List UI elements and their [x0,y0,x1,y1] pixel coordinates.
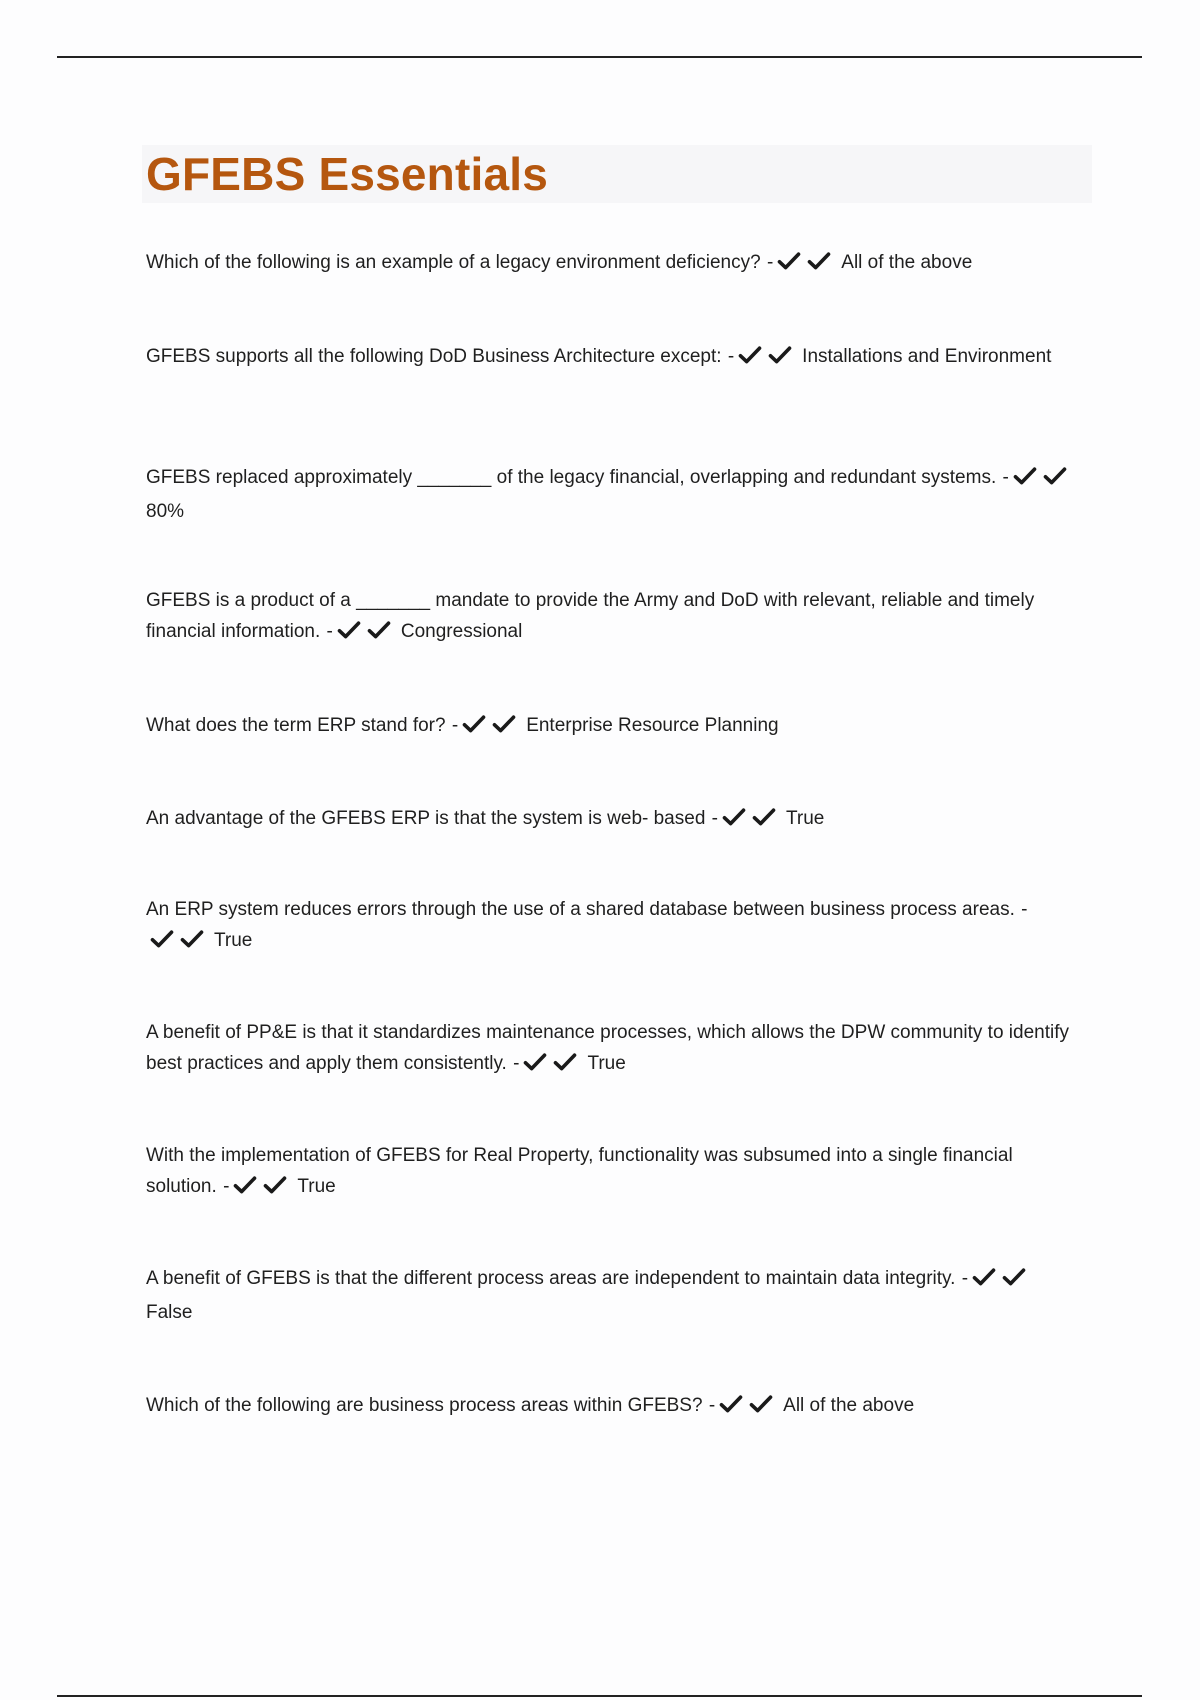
answer-separator: - [223,1176,230,1197]
answer-text: True [214,930,253,951]
check-icon [752,807,776,827]
answer-text: True [587,1053,626,1074]
qa-item [146,462,1081,527]
check-icon [722,807,746,827]
check-icon [777,251,801,271]
answer-text: True [297,1176,336,1197]
check-icon [1002,1267,1026,1287]
check-icon [150,929,174,949]
answer-text: All of the above [841,252,973,273]
check-icon [807,251,831,271]
question-text: A benefit of GFEBS is that the different process areas are independent to maintain data integrity. [146,1268,956,1289]
answer-text: Enterprise Resource Planning [526,715,779,736]
answer-separator: - [961,1268,969,1289]
answer-marker [719,1393,779,1424]
answer-marker [722,806,782,837]
answer-separator: - [708,1395,716,1416]
header-rule [57,56,1142,58]
answer-separator: - [727,346,735,367]
question-text: GFEBS replaced approximately _______ of the legacy financial, overlapping and redundant systems. [146,467,997,488]
qa-item [146,1263,1081,1328]
answer-marker [777,250,837,281]
answer-separator: - [326,621,333,642]
question-text: GFEBS supports all the following DoD Business Architecture except: [146,346,722,367]
question-text: A benefit of PP&E is that it standardizes maintenance processes, which allows the DPW community to identify best practices and apply them consistently. [146,1022,1069,1074]
answer-separator: - [1021,899,1028,920]
answer-text: Congressional [400,621,523,642]
qa-item [146,585,1081,650]
question-text: An advantage of the GFEBS ERP is that the system is web- based [146,808,706,829]
document-title: GFEBS Essentials [146,148,549,200]
qa-item [146,1140,1081,1205]
check-icon [233,1175,257,1195]
answer-marker [738,344,798,375]
check-icon [553,1052,577,1072]
check-icon [1043,466,1067,486]
check-icon [719,1394,743,1414]
check-icon [180,929,204,949]
answer-marker [150,928,210,959]
check-icon [263,1175,287,1195]
answer-text: Installations and Environment [802,346,1052,367]
qa-item [146,341,1081,375]
question-text: An ERP system reduces errors through the use of a shared database between business process areas. [146,899,1015,920]
check-icon [523,1052,547,1072]
check-icon [337,620,361,640]
footer-rule [57,1695,1142,1697]
check-icon [972,1267,996,1287]
question-text: Which of the following is an example of a legacy environment deficiency? [146,252,761,273]
qa-item [146,803,1081,837]
question-text: What does the term ERP stand for? [146,715,446,736]
answer-marker [462,713,522,744]
check-icon [367,620,391,640]
answer-text: False [146,1302,193,1323]
question-text: Which of the following are business process areas within GFEBS? [146,1395,703,1416]
answer-marker [337,619,397,650]
answer-marker [233,1174,293,1205]
check-icon [1013,466,1037,486]
answer-text: True [786,808,825,829]
qa-item [146,1017,1081,1082]
check-icon [738,345,762,365]
answer-text: 80% [146,501,185,522]
answer-separator: - [766,252,774,273]
question-text: GFEBS is a product of a _______ mandate to provide the Army and DoD with relevant, reliable and timely financial information. [146,590,1035,642]
qa-item [146,247,1081,281]
question-text: With the implementation of GFEBS for Real Property, functionality was subsumed into a single financial solution. [146,1145,1013,1197]
check-icon [749,1394,773,1414]
check-icon [462,714,486,734]
answer-text: All of the above [783,1395,915,1416]
answer-separator: - [1002,467,1009,488]
check-icon [768,345,792,365]
answer-separator: - [711,808,718,829]
qa-item [146,710,1081,744]
qa-item [146,1390,1081,1424]
answer-marker [1013,465,1073,496]
check-icon [492,714,516,734]
answer-marker [972,1266,1032,1297]
answer-separator: - [451,715,459,736]
qa-item [146,894,1081,959]
answer-separator: - [513,1053,520,1074]
answer-marker [523,1051,583,1082]
